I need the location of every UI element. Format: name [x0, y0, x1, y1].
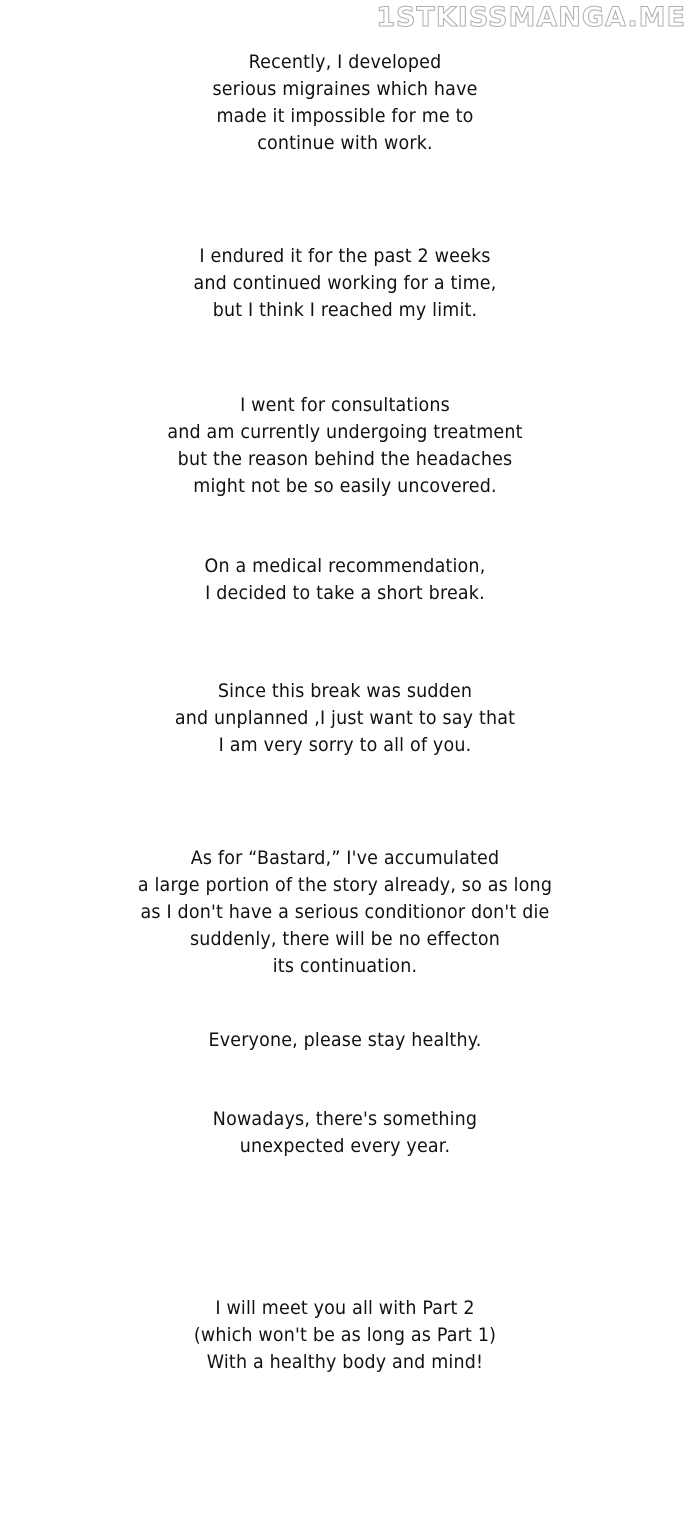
- text-line: Recently, I developed: [248, 51, 442, 73]
- paragraph-part-two: [28, 1295, 663, 1376]
- text-line: Since this break was sudden: [217, 680, 473, 702]
- text-line: suddenly, there will be no effecton: [190, 928, 500, 950]
- text-line: As for “Bastard,” I've accumulated: [190, 847, 500, 869]
- text-line: made it impossible for me to: [216, 105, 474, 127]
- text-line: With a healthy body and mind!: [206, 1351, 484, 1373]
- text-line: its continuation.: [272, 955, 418, 977]
- paragraph-endured: [28, 243, 663, 324]
- text-line: I am very sorry to all of you.: [218, 734, 472, 756]
- text-line: I decided to take a short break.: [205, 582, 485, 604]
- text-line: I endured it for the past 2 weeks: [199, 245, 491, 267]
- paragraph-medical-recommendation: [28, 553, 663, 607]
- text-line: and am currently undergoing treatment: [167, 421, 523, 443]
- text-line: a large portion of the story already, so as long: [137, 874, 553, 896]
- text-line: Nowadays, there's something: [212, 1108, 478, 1130]
- text-line: continue with work.: [257, 132, 433, 154]
- text-line: and continued working for a time,: [193, 272, 497, 294]
- text-line: I will meet you all with Part 2: [215, 1297, 475, 1319]
- text-line: and unplanned ,I just want to say that: [174, 707, 516, 729]
- text-line: but the reason behind the headaches: [177, 448, 513, 470]
- text-line: I went for consultations: [240, 394, 450, 416]
- text-line: (which won't be as long as Part 1): [193, 1324, 497, 1346]
- paragraph-consultations: [28, 392, 663, 500]
- paragraph-bastard-continuation: [28, 845, 663, 980]
- paragraph-unexpected: [28, 1106, 663, 1160]
- text-line: but I think I reached my limit.: [212, 299, 478, 321]
- text-line: serious migraines which have: [212, 78, 478, 100]
- text-line: as I don't have a serious conditionor don't die: [140, 901, 550, 923]
- paragraph-migraines: [28, 49, 663, 157]
- text-line: Everyone, please stay healthy.: [208, 1029, 482, 1051]
- paragraph-stay-healthy: [28, 1027, 663, 1054]
- site-watermark: 1STKISSMANGA.ME: [376, 2, 686, 33]
- text-line: might not be so easily uncovered.: [193, 475, 497, 497]
- paragraph-apology: [28, 678, 663, 759]
- text-line: unexpected every year.: [239, 1135, 451, 1157]
- text-line: On a medical recommendation,: [204, 555, 486, 577]
